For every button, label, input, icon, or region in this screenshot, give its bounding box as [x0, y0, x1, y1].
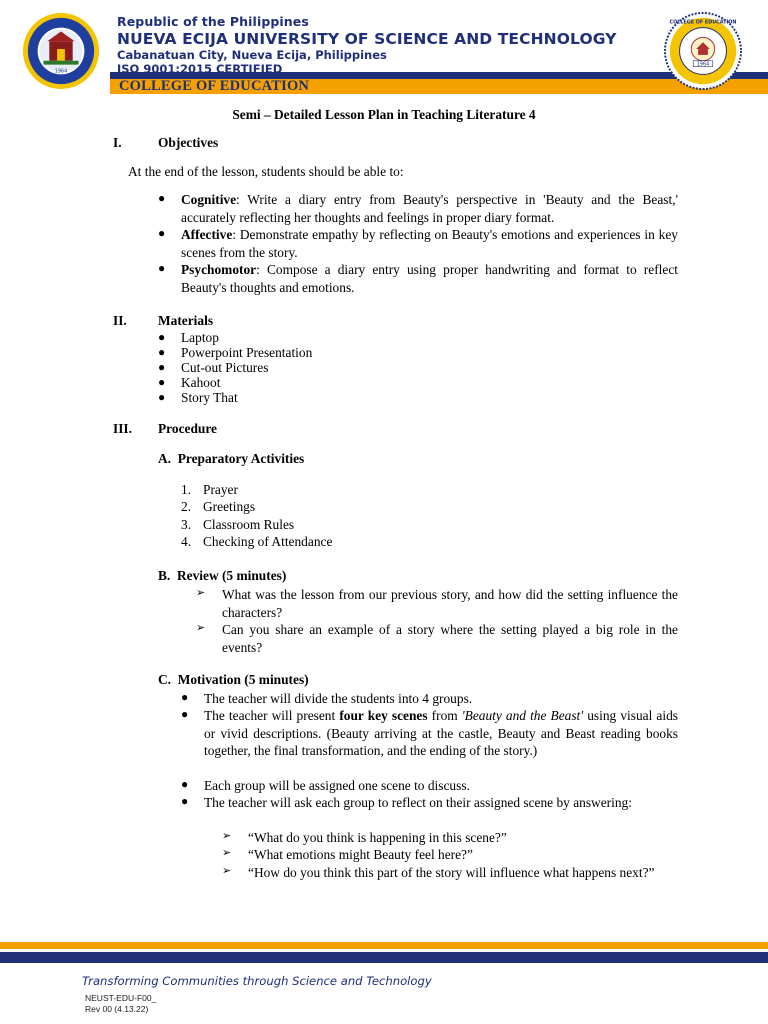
bullet-icon: ●	[158, 226, 166, 240]
bullet-icon: ●	[158, 360, 166, 374]
section-number: II.	[113, 313, 127, 328]
list-item: 1. Prayer	[181, 482, 238, 497]
form-code: NEUST-EDU-F00_	[85, 993, 157, 1003]
college-seal-logo	[664, 12, 742, 90]
college-seal-text: COLLEGE OF EDUCATION	[669, 19, 737, 26]
section-objectives-heading	[113, 135, 218, 151]
section-title: Materials	[158, 313, 214, 328]
bullet-icon: ●	[158, 261, 166, 275]
arrow-bullet-icon: ➢	[196, 587, 206, 599]
objective-text: : Demonstrate empathy by reflecting on Beauty's emotions and experiences in key scenes from the story.	[181, 227, 678, 260]
section-number: III.	[113, 421, 132, 436]
arrow-bullet-icon: ➢	[222, 830, 232, 842]
objective-text: : Write a diary entry from Beauty's perspective in 'Beauty and the Beast,' accurately reflecting her thoughts and feelings in proper diary format.	[181, 192, 678, 225]
footer-bars	[0, 942, 768, 963]
subsection-motivation-heading: C. Motivation (5 minutes)	[158, 672, 309, 687]
section-number: I.	[113, 135, 122, 150]
section-title: Procedure	[158, 421, 218, 436]
section-procedure-heading	[113, 421, 217, 437]
list-item: 2. Greetings	[181, 499, 256, 515]
objective-label: Cognitive	[181, 192, 237, 207]
university-address: Cabanatuan City, Nueva Ecija, Philippines	[117, 48, 387, 62]
seal-year: 1964	[54, 68, 68, 75]
svg-text:1964: 1964	[696, 61, 710, 68]
preparatory-list	[181, 481, 332, 551]
college-name: COLLEGE OF EDUCATION	[119, 78, 310, 94]
university-heading	[117, 14, 617, 76]
revision-label: Rev 00 (4.13.22)	[85, 1004, 149, 1014]
emphasis-text: four key scenes	[339, 708, 428, 723]
republic-label: Republic of the Philippines	[117, 14, 309, 29]
section-title: Objectives	[158, 135, 219, 150]
objectives-intro: At the end of the lesson, students should be able to:	[128, 164, 404, 179]
arrow-bullet-icon: ➢	[196, 622, 206, 634]
bullet-icon: ●	[158, 345, 166, 359]
bullet-icon: ●	[158, 390, 166, 404]
bullet-icon: ●	[181, 777, 189, 791]
bullet-icon: ●	[158, 375, 166, 389]
header-gold-band	[0, 79, 768, 94]
university-seal-logo	[22, 12, 100, 90]
arrow-bullet-icon: ➢	[222, 847, 232, 859]
iso-certification: ISO 9001:2015 CERTIFIED	[117, 62, 283, 76]
list-item: 4. Checking of Attendance	[181, 534, 333, 550]
objective-label: Affective	[181, 227, 233, 242]
section-materials-heading	[113, 313, 213, 329]
footer-motto: Transforming Communities through Science and Technology	[82, 974, 432, 988]
document-title: Semi – Detailed Lesson Plan in Teaching Literature 4	[232, 107, 536, 122]
objective-label: Psychomotor	[181, 262, 257, 277]
bullet-icon: ●	[158, 330, 166, 344]
bullet-icon: ●	[181, 794, 189, 808]
bullet-icon: ●	[181, 707, 189, 721]
footer-form-code	[85, 993, 156, 1015]
subsection-preparatory-heading: A. Preparatory Activities	[158, 451, 305, 466]
list-item: 3. Classroom Rules	[181, 516, 295, 532]
arrow-bullet-icon: ➢	[222, 865, 232, 877]
bullet-icon: ●	[181, 690, 189, 704]
university-name: NUEVA ECIJA UNIVERSITY OF SCIENCE AND TECHNOLOGY	[117, 30, 617, 48]
story-title: 'Beauty and the Beast'	[461, 708, 584, 723]
page-header	[0, 0, 768, 100]
subsection-review-heading: B. Review (5 minutes)	[158, 568, 287, 583]
objective-text: : Compose a diary entry using proper handwriting and format to reflect Beauty's thoughts and emotions.	[181, 262, 678, 295]
bullet-icon: ●	[158, 191, 166, 205]
